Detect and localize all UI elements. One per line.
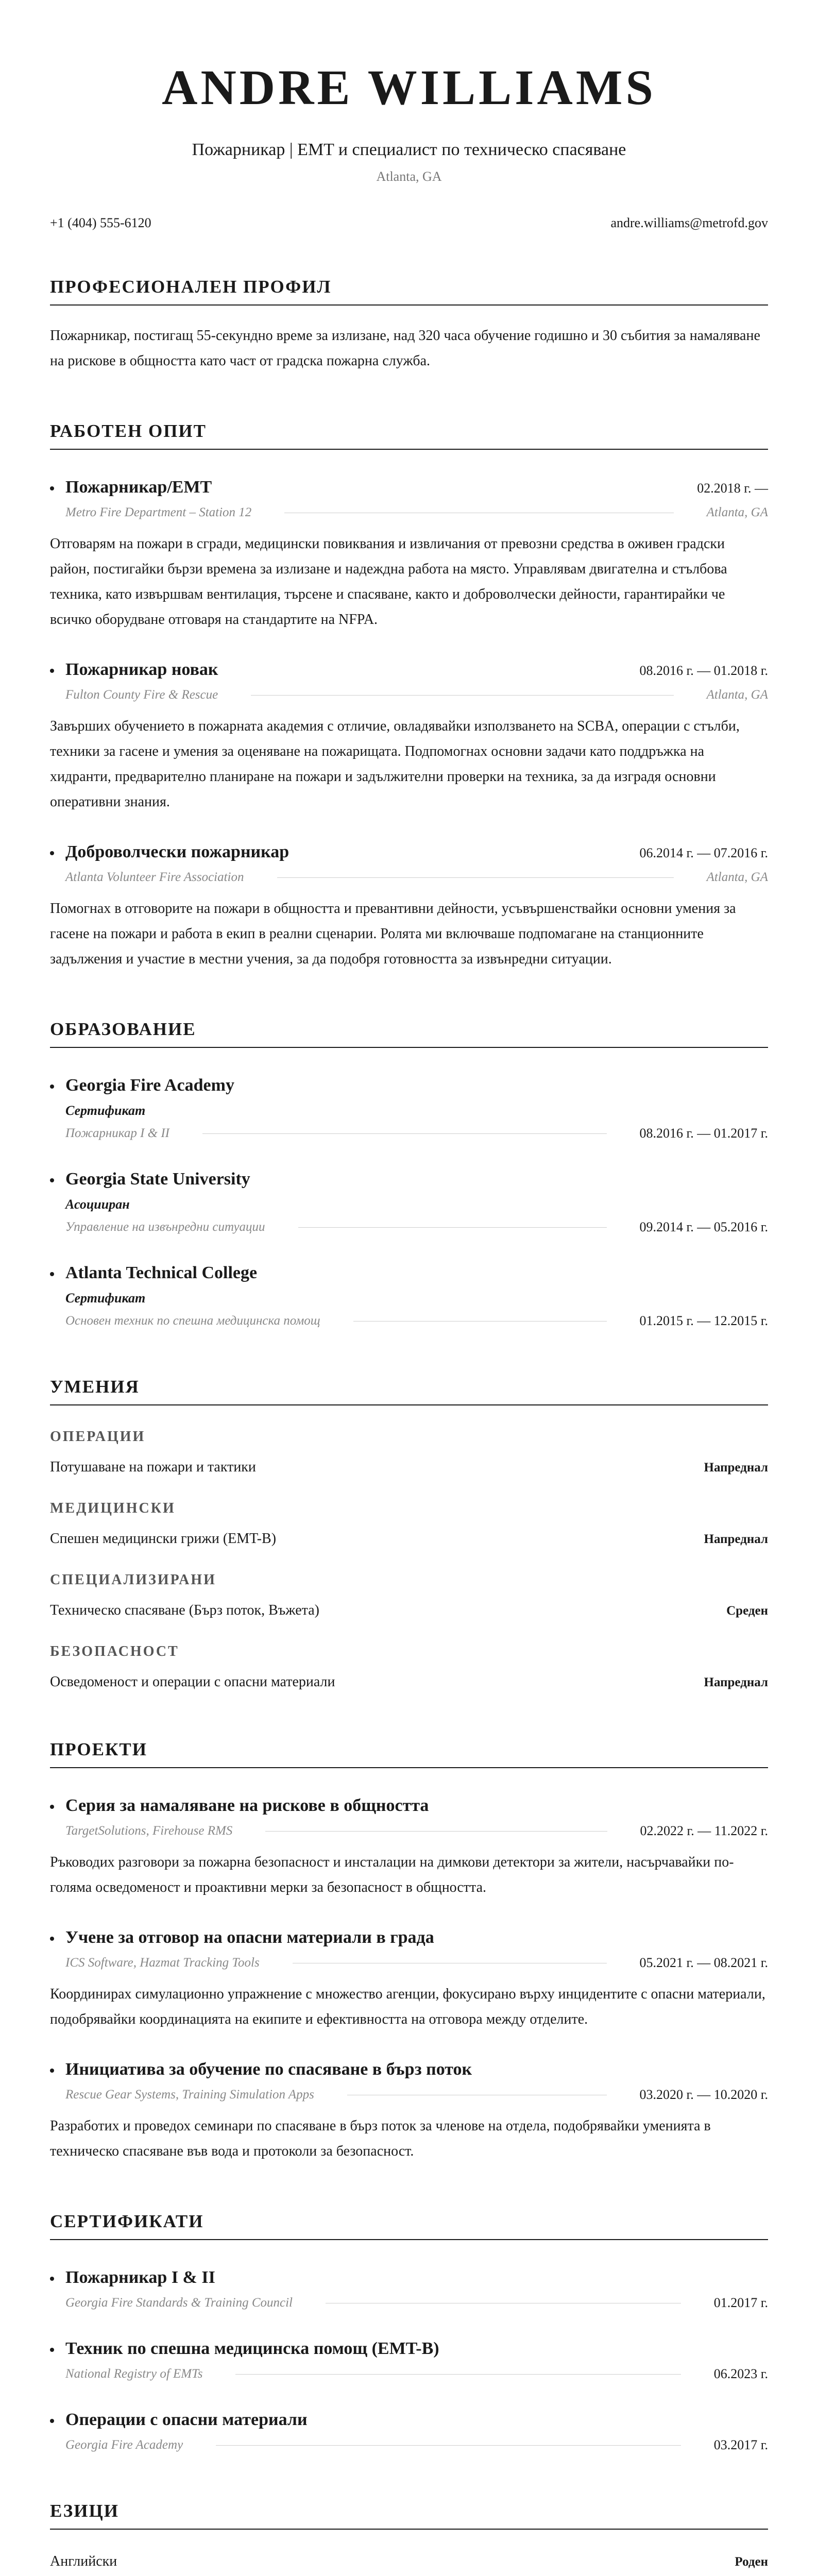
section-title-skills: УМЕНИЯ [50,1377,768,1405]
skill-name: Осведоменост и операции с опасни материали [50,1674,335,1690]
education-section [50,1019,768,1329]
divider-line [265,1831,607,1832]
job-dates: 02.2018 г. — [697,481,768,496]
divider-line [251,695,673,696]
skill-name: Потушаване на пожари и тактики [50,1459,256,1475]
job-description: Завърших обучението в пожарната академия с отличие, овладявайки използването на SCBA, операции с стълби, техники за гасене и умения за оценяване на пожарищата. Подпомогнах основни задачи като поддръжка на хидранти, предварително планиране на пожари и задължителни проверки на техника, за да изградя основни оперативни знания. [50,718,740,810]
education-entry [50,1168,768,1235]
section-title-profile: ПРОФЕСИОНАЛЕН ПРОФИЛ [50,277,768,306]
employer-name: Metro Fire Department – Station 12 [65,505,252,519]
candidate-name: ANDRE WILLIAMS [162,60,656,115]
degree-type: Сертификат [65,1103,146,1118]
project-description: Разработих и проведох семинари по спасяване в бърз поток за членове на отдела, подобрявайки уменията в техническо спасяване във вода и протоколи за безопасност. [50,2118,711,2159]
job-location: Atlanta, GA [706,688,768,702]
education-dates: 08.2016 г. — 01.2017 г. [639,1126,768,1141]
job-description: Отговарям на пожари в сгради, медицински повиквания и извличания от превозни средства в оживен градски район, постигайки бързи времена за излизане и надеждна работа на място. Управлявам двигателна и стълбова техника, като извършвам вентилация, търсене и спасяване, както и доброволчески дейности, гарантирайки че всичко оборудване отговаря на стандартите на NFPA. [50,536,727,628]
field-of-study: Основен техник по спешна медицинска помощ [65,1314,320,1328]
section-title-education: ОБРАЗОВАНИЕ [50,1019,768,1048]
skill-level: Напреднал [704,1675,768,1689]
experience-entry [50,841,768,972]
skill-level: Напреднал [704,1461,768,1475]
certificate-title: Техник по спешна медицинска помощ (EMT-B) [50,2338,439,2360]
candidate-location: Atlanta, GA [376,169,442,184]
skill-category: МЕДИЦИНСКИ [50,1500,176,1516]
field-of-study: Пожарникар I & II [65,1126,170,1140]
certificate-entry [50,2338,768,2382]
certificate-title: Операции с опасни материали [50,2409,308,2431]
experience-entry [50,659,768,815]
project-title: Учене за отговор на опасни материали в града [50,1927,434,1948]
language-name: Английски [50,2553,117,2569]
certificate-title: Пожарникар I & II [50,2267,215,2289]
skill-category: БЕЗОПАСНОСТ [50,1643,179,1659]
school-name: Georgia Fire Academy [50,1075,234,1096]
email-address[interactable]: andre.williams@metrofd.gov [610,215,768,230]
candidate-title: Пожарникар | EMT и специалист по техническо спасяване [192,140,626,159]
certificate-entry [50,2267,768,2311]
project-entry [50,1927,768,2032]
job-title: Доброволчески пожарникар [50,841,289,863]
projects-section [50,1739,768,2164]
certificate-entry [50,2409,768,2453]
section-title-experience: РАБОТЕН ОПИТ [50,421,768,450]
job-description: Помогнах в отговорите на пожари в общността и превантивни дейности, усъвършенствайки основни умения за гасене на пожари и работа в екип в реални сценарии. Ролята ми включваше подпомагане на станционните задължения и участие в местни учения, за да подобря готовността за извънредни ситуации. [50,901,736,967]
project-description: Ръководих разговори за пожарна безопасност и инсталации на димкови детектори за жители, насърчавайки по-голяма осведоменост и проактивни мерки за безопасност в общността. [50,1854,734,1895]
project-tools: TargetSolutions, Firehouse RMS [65,1824,233,1838]
education-dates: 01.2015 г. — 12.2015 г. [639,1313,768,1328]
education-entry [50,1262,768,1329]
profile-text: Пожарникар, постигащ 55-секундно време за излизане, над 320 часа обучение годишно и 30 събития за намаляване на рискове в общността като част от градска пожарна служба. [50,328,760,369]
skill-name: Техническо спасяване (Бърз поток, Въжета) [50,1602,319,1618]
job-title: Пожарникар/EMT [50,477,212,498]
certificates-section [50,2211,768,2453]
section-title-languages: ЕЗИЦИ [50,2501,768,2530]
school-name: Atlanta Technical College [50,1262,257,1284]
education-entry [50,1075,768,1142]
experience-section [50,421,768,972]
divider-line [202,1133,607,1134]
certificate-issuer: National Registry of EMTs [65,2367,203,2381]
certificate-issuer: Georgia Fire Academy [65,2438,183,2452]
project-dates: 05.2021 г. — 08.2021 г. [639,1955,768,1970]
skill-level: Напреднал [704,1532,768,1546]
skill-row [50,1458,768,1477]
project-title: Инициатива за обучение по спасяване в бърз поток [50,2059,472,2080]
contact-row [50,215,768,231]
employer-name: Fulton County Fire & Rescue [65,688,218,702]
certificate-date: 06.2023 г. [713,2366,768,2381]
project-dates: 03.2020 г. — 10.2020 г. [639,2087,768,2102]
language-level: Роден [735,2555,768,2569]
language-row [50,2552,768,2571]
project-title: Серия за намаляване на рискове в общността [50,1795,429,1817]
skills-section [50,1377,768,1692]
school-name: Georgia State University [50,1168,250,1190]
project-entry [50,2059,768,2164]
divider-line [298,1227,607,1228]
job-title: Пожарникар новак [50,659,218,681]
project-tools: ICS Software, Hazmat Tracking Tools [65,1956,260,1970]
divider-line [277,877,674,878]
skill-level: Среден [726,1604,768,1618]
education-dates: 09.2014 г. — 05.2016 г. [639,1219,768,1234]
certificate-issuer: Georgia Fire Standards & Training Council [65,2296,293,2310]
job-dates: 06.2014 г. — 07.2016 г. [639,845,768,860]
degree-type: Асоцииран [65,1197,130,1212]
divider-line [216,2445,681,2446]
experience-entry [50,477,768,632]
languages-section [50,2501,768,2576]
skill-category: ОПЕРАЦИИ [50,1429,146,1445]
job-dates: 08.2016 г. — 01.2018 г. [639,663,768,678]
certificate-date: 03.2017 г. [713,2437,768,2452]
skill-name: Спешен медицински грижи (EMT-B) [50,1531,277,1547]
section-title-certificates: СЕРТИФИКАТИ [50,2211,768,2240]
skill-category: СПЕЦИАЛИЗИРАНИ [50,1572,216,1588]
degree-type: Сертификат [65,1291,146,1306]
project-description: Координирах симулационно упражнение с множество агенции, фокусирано върху инцидентите с опасни материали, подобрявайки координацията на екипите и ефективността на отговора между отделите. [50,1986,765,2027]
project-entry [50,1795,768,1900]
skill-row [50,1673,768,1692]
project-dates: 02.2022 г. — 11.2022 г. [640,1823,768,1838]
skill-row [50,1530,768,1549]
skill-row [50,1601,768,1620]
section-title-projects: ПРОЕКТИ [50,1739,768,1768]
project-tools: Rescue Gear Systems, Training Simulation Apps [65,2088,314,2102]
phone-number[interactable]: +1 (404) 555-6120 [50,215,151,230]
divider-line [235,2374,680,2375]
job-location: Atlanta, GA [706,505,768,519]
profile-section [50,277,768,374]
field-of-study: Управление на извънредни ситуации [65,1220,265,1234]
job-location: Atlanta, GA [706,870,768,884]
employer-name: Atlanta Volunteer Fire Association [65,870,244,884]
certificate-date: 01.2017 г. [713,2295,768,2310]
